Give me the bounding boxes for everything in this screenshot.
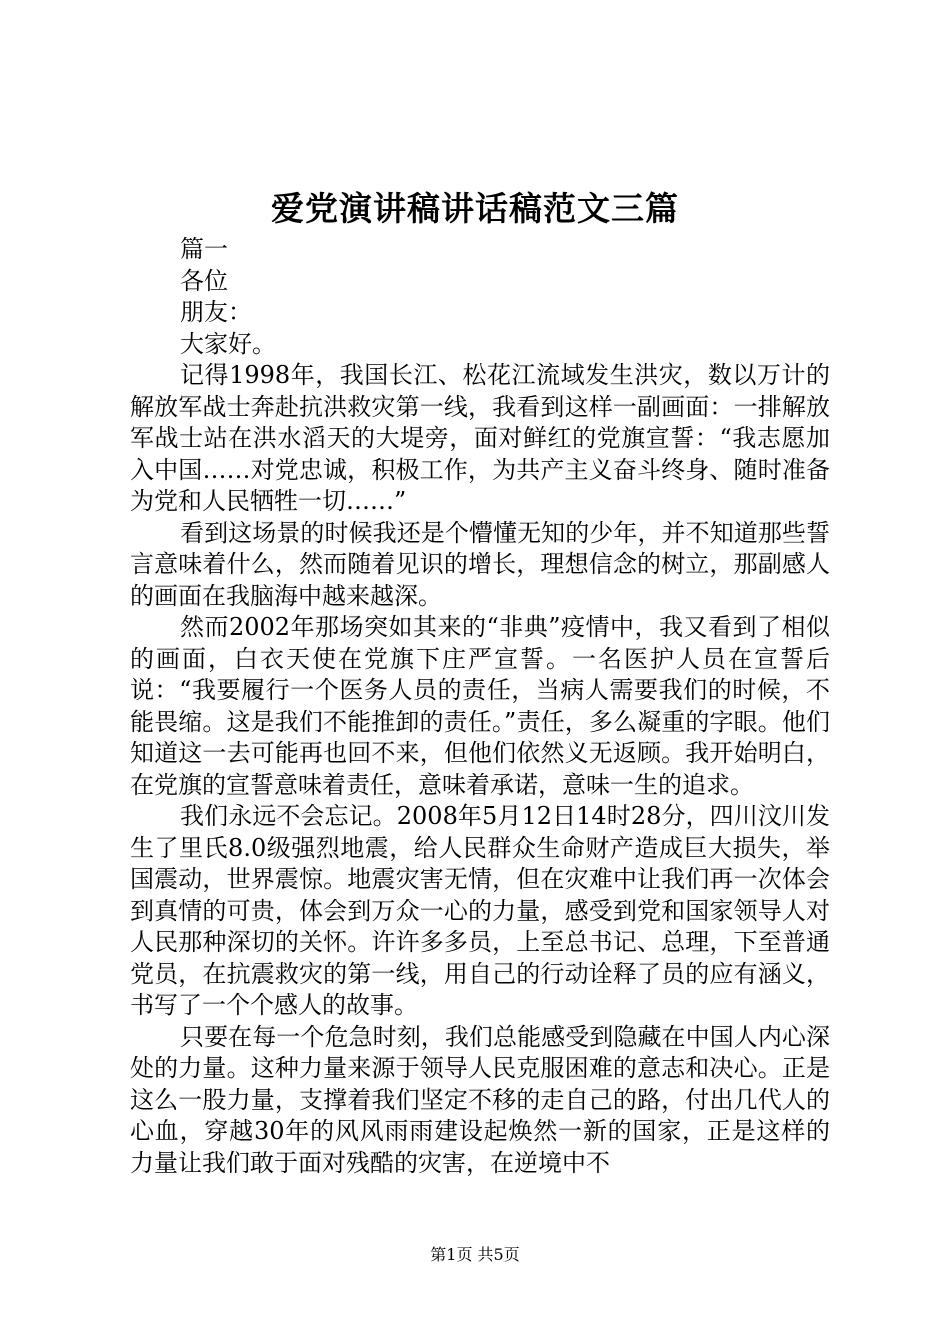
paragraph-earthquake-2008: 我们永远不会忘记。2008年5月12日14时28分，四川汶川发生了里氏8.0级强烈地震，给人民群众生命财产造成巨大损失，举国震动，世界震惊。地震灾害无情，但在灾难中让我们再一次体会到真情的可贵，体会到万众一心的力量，感受到党和国家领导人对人民那种深切的关怀。许许多多员，上至总书记、总理，下至普通党员，在抗震救灾的第一线，用自己的行动诠释了员的应有涵义，书写了一个个感人的故事。 xyxy=(130,802,830,1019)
document-body xyxy=(130,234,830,1179)
salutation-line-1: 各位 xyxy=(180,266,228,295)
salutation-line-2: 朋友： xyxy=(180,298,252,326)
paragraph-sars-2002: 然而2002年那场突如其来的“非典”疫情中，我又看到了相似的画面，白衣天使在党旗下庄严宣誓。一名医护人员在宣誓后说：“我要履行一个医务人员的责任，当病人需要我们的时候，不能畏缩。这是我们不能推卸的责任。”责任，多么凝重的字眼。他们知道这一去可能再也回不来，但他们依然义无返顾。我开始明白，在党旗的宣誓意味着责任，意味着承诺，意味一生的追求。 xyxy=(130,613,830,799)
paragraph-inner-strength: 只要在每一个危急时刻，我们总能感受到隐藏在中国人内心深处的力量。这种力量来源于领导人民克服困难的意志和决心。正是这么一股力量，支撑着我们坚定不移的走自己的路，付出几代人的心血，穿越30年的风风雨雨建设起焕然一新的国家，正是这样的力量让我们敢于面对残酷的灾害，在逆境中不 xyxy=(130,1022,830,1177)
paragraph-1998-flood: 记得1998年，我国长江、松花江流域发生洪灾，数以万计的解放军战士奔赴抗洪救灾第一线，我看到这样一副画面：一排解放军战士站在洪水滔天的大堤旁，面对鲜红的党旗宣誓：“我志愿加入中国……对党忠诚，积极工作，为共产主义奋斗终身、随时准备为党和人民牺牲一切……” xyxy=(130,361,830,515)
paragraph-youth-memory: 看到这场景的时候我还是个懵懂无知的少年，并不知道那些誓言意味着什么，然而随着见识的增长，理想信念的树立，那副感人的画面在我脑海中越来越深。 xyxy=(130,518,830,610)
document-title: 爱党演讲稿讲话稿范文三篇 xyxy=(271,189,679,228)
page-number: 第1页 共5页 xyxy=(430,1245,520,1264)
greeting: 大家好。 xyxy=(180,329,276,358)
section-heading: 篇一 xyxy=(180,235,228,263)
